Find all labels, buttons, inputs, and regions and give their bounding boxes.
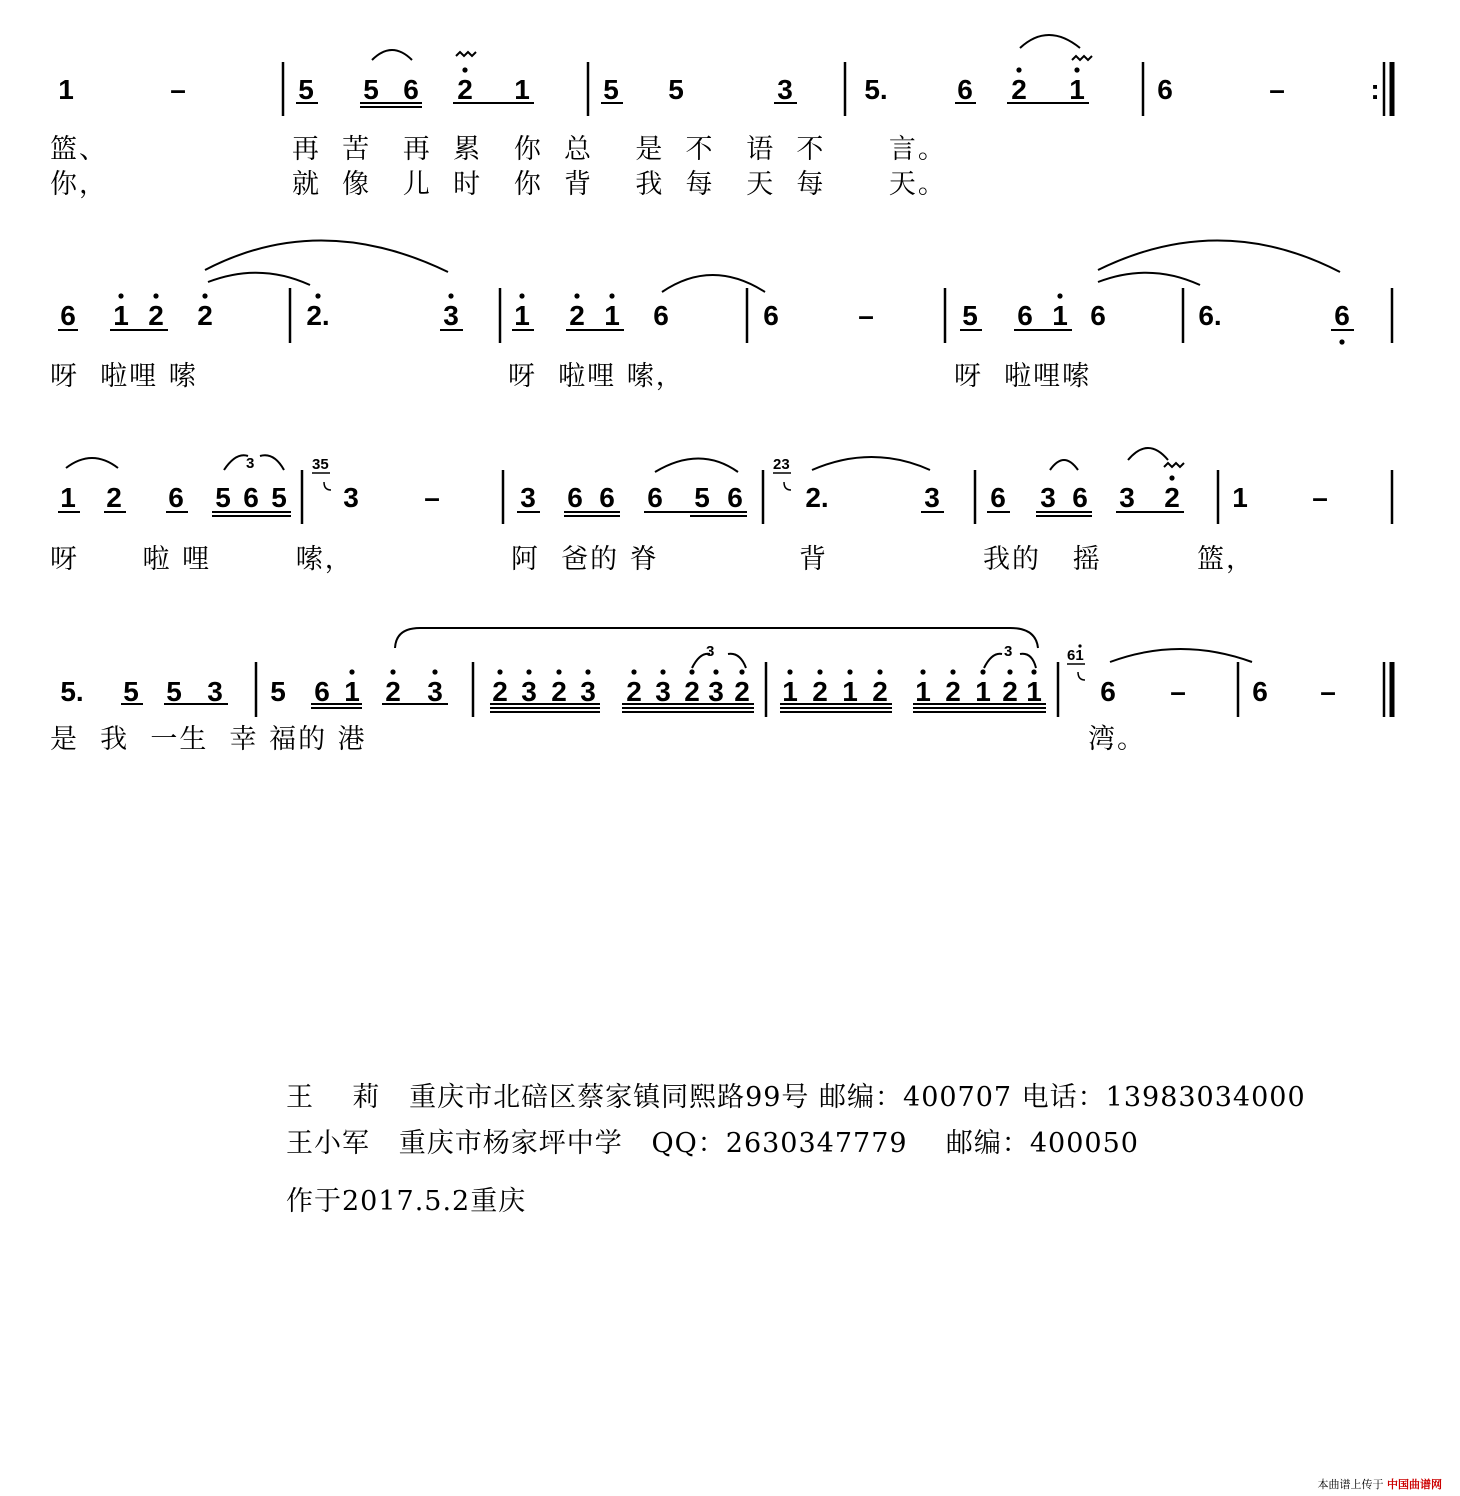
note: 6 — [1157, 74, 1173, 105]
note: 1 — [1026, 676, 1042, 707]
note: 1 — [1232, 482, 1248, 513]
note: 1 — [842, 676, 858, 707]
note: 3 — [520, 482, 536, 513]
note: 1 — [975, 676, 991, 707]
octave-high-dot — [1169, 475, 1174, 480]
note: 3 — [655, 676, 671, 707]
note: 5 — [215, 482, 231, 513]
note: 6 — [653, 300, 669, 331]
note: – — [1269, 74, 1285, 105]
note: 6 — [243, 482, 259, 513]
octave-high-dot — [349, 669, 354, 674]
note: 5 — [363, 74, 379, 105]
triplet-mark: 3 — [706, 643, 715, 660]
note: 6 — [1334, 300, 1350, 331]
note: 2 — [684, 676, 700, 707]
note: 3 — [427, 676, 443, 707]
note: 2 — [106, 482, 122, 513]
grace-note: 61 — [1067, 647, 1084, 664]
note: : — [1370, 74, 1380, 105]
octave-high-dot — [817, 669, 822, 674]
note: 3 — [1040, 482, 1056, 513]
note: 1 — [113, 300, 129, 331]
note: 5. — [60, 676, 84, 707]
octave-high-dot — [526, 669, 531, 674]
author-info-line-2: 王小军 重庆市杨家坪中学 QQ：2630347779 邮编：400050 — [286, 1128, 1139, 1159]
octave-high-dot — [713, 669, 718, 674]
note: 3 — [207, 676, 223, 707]
note: 2 — [197, 300, 213, 331]
note: – — [1312, 482, 1328, 513]
note: 6 — [60, 300, 76, 331]
note: 5 — [166, 676, 182, 707]
octave-high-dot — [315, 293, 320, 298]
octave-high-dot — [689, 669, 694, 674]
note: – — [858, 300, 874, 331]
note: 5 — [270, 676, 286, 707]
note: 6 — [168, 482, 184, 513]
note: 2 — [812, 676, 828, 707]
note: 3 — [924, 482, 940, 513]
note: 6 — [957, 74, 973, 105]
note: – — [1320, 676, 1336, 707]
note: 1 — [58, 74, 74, 105]
triplet-mark: 3 — [246, 455, 255, 472]
note: 3 — [443, 300, 459, 331]
note: 6 — [599, 482, 615, 513]
note: 6 — [647, 482, 663, 513]
note: 5 — [123, 676, 139, 707]
note: 2 — [385, 676, 401, 707]
note: 6 — [990, 482, 1006, 513]
lyric-line: 是 我 一生 幸 福的 港 — [50, 724, 367, 755]
octave-high-dot — [390, 669, 395, 674]
note: 1 — [782, 676, 798, 707]
note: 2 — [734, 676, 750, 707]
triplet-mark: 3 — [1004, 643, 1013, 660]
octave-high-dot — [739, 669, 744, 674]
octave-high-dot — [585, 669, 590, 674]
note: 5 — [298, 74, 314, 105]
octave-high-dot — [448, 293, 453, 298]
note: 1 — [1069, 74, 1085, 105]
octave-high-dot — [660, 669, 665, 674]
note: 1 — [1052, 300, 1068, 331]
octave-high-dot — [877, 669, 882, 674]
lyric-line: 阿 爸的 脊 — [511, 544, 659, 575]
author-info-line-1: 王 莉 重庆市北碚区蔡家镇同熙路99号 邮编：400707 电话：13983034000 — [286, 1082, 1306, 1113]
grace-note: 23 — [773, 456, 790, 473]
note: 6. — [1198, 300, 1222, 331]
lyric-line: 呀 啦 哩 嗦， — [50, 544, 354, 575]
note: 6 — [763, 300, 779, 331]
octave-high-dot — [1016, 67, 1021, 72]
note: 3 — [777, 74, 793, 105]
octave-high-dot — [950, 669, 955, 674]
octave-high-dot — [432, 669, 437, 674]
octave-high-dot — [631, 669, 636, 674]
site-watermark: 本曲谱上传于 中国曲谱网 — [1317, 1478, 1442, 1491]
note: 6 — [314, 676, 330, 707]
octave-high-dot — [202, 293, 207, 298]
note: 2 — [569, 300, 585, 331]
octave-high-dot — [847, 669, 852, 674]
note: 3 — [521, 676, 537, 707]
note: 5 — [603, 74, 619, 105]
note: 2 — [457, 74, 473, 105]
lyric-line: 湾。 — [1088, 724, 1146, 755]
octave-high-dot — [1074, 67, 1079, 72]
note: 6 — [403, 74, 419, 105]
octave-high-dot — [519, 293, 524, 298]
note: 1 — [344, 676, 360, 707]
note: 2 — [148, 300, 164, 331]
note: 5. — [864, 74, 888, 105]
octave-high-dot — [1007, 669, 1012, 674]
note: 1 — [915, 676, 931, 707]
lyric-line: 呀 啦哩 嗦 — [50, 361, 198, 392]
octave-high-dot — [574, 293, 579, 298]
note: 1 — [604, 300, 620, 331]
note: 6 — [567, 482, 583, 513]
note: 1 — [60, 482, 76, 513]
note: 2. — [805, 482, 829, 513]
note: – — [1170, 676, 1186, 707]
octave-low-dot — [1339, 339, 1344, 344]
note: 5 — [962, 300, 978, 331]
note: 2 — [1164, 482, 1180, 513]
note: 2 — [945, 676, 961, 707]
note: 2 — [872, 676, 888, 707]
site-logo: 中国曲谱网 — [1387, 1478, 1442, 1491]
grace-note: 35 — [312, 456, 329, 473]
note: 3 — [708, 676, 724, 707]
octave-high-dot — [1057, 293, 1062, 298]
note: 5 — [668, 74, 684, 105]
lyric-line: 就 像 儿 时 你 背 我 每 天 每 天。 — [292, 169, 947, 200]
note: – — [170, 74, 186, 105]
octave-high-dot — [462, 67, 467, 72]
note: 2 — [626, 676, 642, 707]
note: 6 — [1017, 300, 1033, 331]
octave-high-dot — [609, 293, 614, 298]
note: 5 — [271, 482, 287, 513]
note: – — [424, 482, 440, 513]
octave-high-dot — [920, 669, 925, 674]
note: 1 — [514, 300, 530, 331]
note: 1 — [514, 74, 530, 105]
note: 3 — [580, 676, 596, 707]
octave-high-dot — [556, 669, 561, 674]
lyric-line: 背 — [799, 544, 828, 575]
composition-date: 作于2017.5.2重庆 — [286, 1186, 527, 1217]
note: 6 — [727, 482, 743, 513]
note: 3 — [1119, 482, 1135, 513]
octave-high-dot — [980, 669, 985, 674]
note: 3 — [343, 482, 359, 513]
note: 2. — [306, 300, 330, 331]
lyric-line: 篮、 — [50, 134, 108, 165]
note: 5 — [694, 482, 710, 513]
note: 2 — [1002, 676, 1018, 707]
lyric-line: 你， — [50, 169, 108, 200]
note: 2 — [492, 676, 508, 707]
note: 2 — [1011, 74, 1027, 105]
lyric-line: 呀 啦哩嗦 — [954, 361, 1092, 392]
note: 6 — [1072, 482, 1088, 513]
octave-high-dot — [118, 293, 123, 298]
octave-high-dot — [153, 293, 158, 298]
note: 6 — [1100, 676, 1116, 707]
note: 2 — [551, 676, 567, 707]
octave-high-dot — [497, 669, 502, 674]
octave-high-dot — [1031, 669, 1036, 674]
lyric-line: 再 苦 再 累 你 总 是 不 语 不 言。 — [292, 134, 947, 165]
lyric-line: 我的 摇 篮， — [983, 544, 1255, 575]
note: 6 — [1090, 300, 1106, 331]
lyric-line: 呀 啦哩 嗦， — [508, 361, 685, 392]
octave-high-dot — [787, 669, 792, 674]
note: 6 — [1252, 676, 1268, 707]
